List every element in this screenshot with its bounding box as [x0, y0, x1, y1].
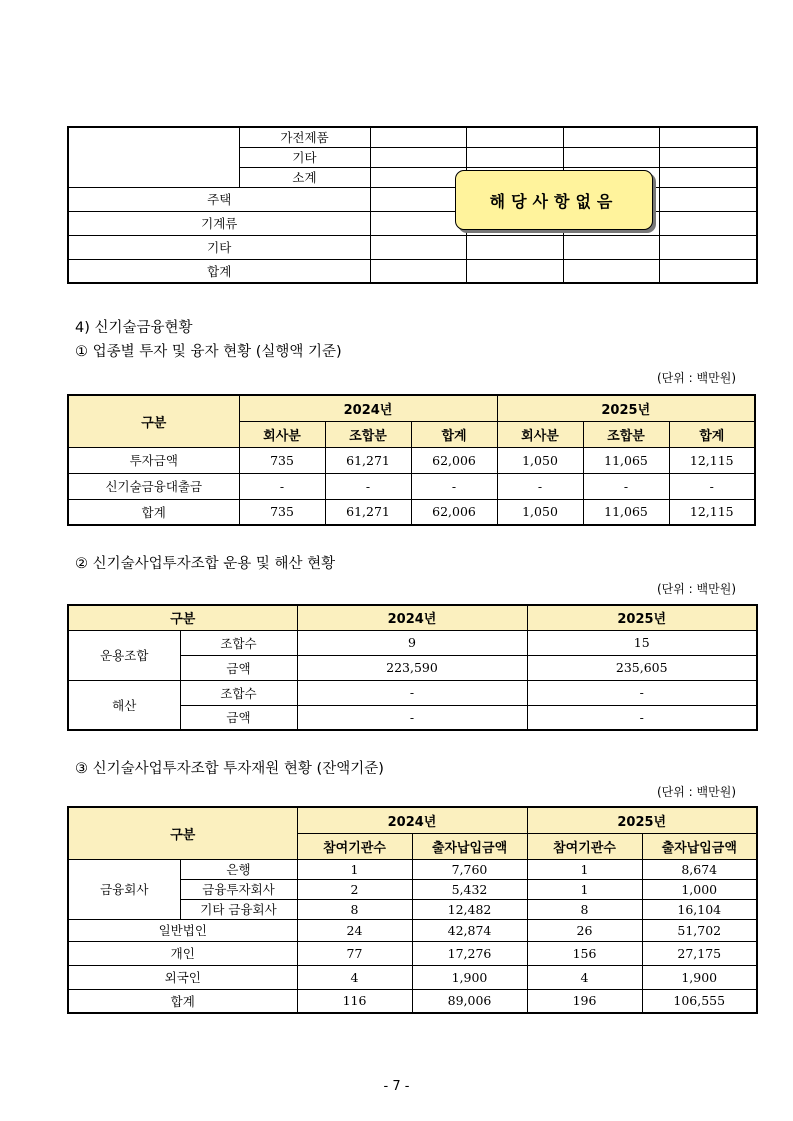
row-label: 합계 — [68, 989, 297, 1013]
row-label: 조합수 — [180, 680, 297, 705]
top-row-label: 주택 — [68, 187, 370, 211]
cell: - — [297, 680, 527, 705]
fund-operation-table — [67, 604, 758, 731]
cell: 106,555 — [642, 989, 757, 1013]
subsection-title-2: ② 신기술사업투자조합 운용 및 해산 현황 — [75, 556, 336, 572]
cell: 27,175 — [642, 941, 757, 965]
cell: - — [297, 705, 527, 730]
subsection-title-3: ③ 신기술사업투자조합 투자재원 현황 (잔액기준) — [75, 761, 384, 777]
cell: 1,900 — [642, 965, 757, 989]
cell: 62,006 — [411, 447, 497, 473]
row-label: 개인 — [68, 941, 297, 965]
row-label: 투자금액 — [68, 447, 239, 473]
header-col: 회사분 — [497, 421, 583, 447]
cell: 223,590 — [297, 655, 527, 680]
table-row — [68, 989, 757, 1013]
top-row-label: 기계류 — [68, 211, 370, 235]
cell: - — [583, 473, 669, 499]
cell: 1 — [527, 879, 642, 899]
cell: - — [325, 473, 411, 499]
header-col: 회사분 — [239, 421, 325, 447]
cell: 26 — [527, 919, 642, 941]
cell: 1,900 — [412, 965, 527, 989]
cell: - — [239, 473, 325, 499]
unit-label-3: (단위 : 백만원) — [657, 785, 736, 799]
cell: - — [411, 473, 497, 499]
subsection-title-1: ① 업종별 투자 및 융자 현황 (실행액 기준) — [75, 344, 342, 360]
unit-label-1: (단위 : 백만원) — [657, 371, 736, 385]
top-row-label: 합계 — [68, 259, 370, 283]
cell: 51,702 — [642, 919, 757, 941]
cell: - — [669, 473, 755, 499]
cell: 16,104 — [642, 899, 757, 919]
table-row — [68, 447, 755, 473]
header-col: 참여기관수 — [527, 833, 642, 859]
unit-label-2: (단위 : 백만원) — [657, 582, 736, 596]
cell: 4 — [297, 965, 412, 989]
cell: 196 — [527, 989, 642, 1013]
row-label: 합계 — [68, 499, 239, 525]
cell: - — [527, 705, 757, 730]
header-col: 참여기관수 — [297, 833, 412, 859]
group-label: 해산 — [68, 680, 180, 730]
cell: 735 — [239, 499, 325, 525]
header-year-2024: 2024년 — [239, 395, 497, 421]
header-category: 구분 — [68, 807, 297, 859]
row-label: 신기술금융대출금 — [68, 473, 239, 499]
cell: 156 — [527, 941, 642, 965]
cell: 1,050 — [497, 447, 583, 473]
cell: 77 — [297, 941, 412, 965]
cell: 8,674 — [642, 859, 757, 879]
page-number: - 7 - — [383, 1079, 410, 1094]
group-label: 금융회사 — [68, 859, 180, 919]
header-col: 합계 — [669, 421, 755, 447]
top-row-label: 기타 — [239, 147, 370, 167]
cell: 8 — [297, 899, 412, 919]
table-row — [68, 473, 755, 499]
row-label: 일반법인 — [68, 919, 297, 941]
top-table-blank-cell — [68, 127, 239, 187]
investment-loan-table — [67, 394, 756, 526]
cell: 1 — [297, 859, 412, 879]
row-label: 은행 — [180, 859, 297, 879]
header-col: 출자납입금액 — [642, 833, 757, 859]
cell: 7,760 — [412, 859, 527, 879]
row-label: 금융투자회사 — [180, 879, 297, 899]
cell: 1,000 — [642, 879, 757, 899]
top-table — [67, 126, 758, 284]
cell: 4 — [527, 965, 642, 989]
top-row-label: 가전제품 — [239, 127, 370, 147]
cell: 15 — [527, 630, 757, 655]
cell: 2 — [297, 879, 412, 899]
row-label: 금액 — [180, 705, 297, 730]
cell: 24 — [297, 919, 412, 941]
cell: 12,482 — [412, 899, 527, 919]
header-col: 조합분 — [583, 421, 669, 447]
cell: 61,271 — [325, 499, 411, 525]
cell: - — [527, 680, 757, 705]
top-row-label: 소계 — [239, 167, 370, 187]
cell: 11,065 — [583, 499, 669, 525]
cell: 61,271 — [325, 447, 411, 473]
cell: 5,432 — [412, 879, 527, 899]
cell: 1 — [527, 859, 642, 879]
cell: 89,006 — [412, 989, 527, 1013]
cell: 62,006 — [411, 499, 497, 525]
table-row — [68, 499, 755, 525]
group-label: 운용조합 — [68, 630, 180, 680]
cell: 42,874 — [412, 919, 527, 941]
table-row — [68, 859, 757, 879]
header-year-2025: 2025년 — [527, 605, 757, 630]
cell: 9 — [297, 630, 527, 655]
header-year-2024: 2024년 — [297, 605, 527, 630]
table-row — [68, 630, 757, 655]
header-year-2024: 2024년 — [297, 807, 527, 833]
fund-source-table — [67, 806, 758, 1014]
table-row — [68, 941, 757, 965]
header-col: 조합분 — [325, 421, 411, 447]
section-title: 4) 신기술금융현황 — [75, 320, 193, 336]
header-category: 구분 — [68, 605, 297, 630]
table-row — [68, 680, 757, 705]
row-label: 조합수 — [180, 630, 297, 655]
cell: 116 — [297, 989, 412, 1013]
cell: 11,065 — [583, 447, 669, 473]
cell: - — [497, 473, 583, 499]
cell: 1,050 — [497, 499, 583, 525]
cell: 8 — [527, 899, 642, 919]
header-category: 구분 — [68, 395, 239, 447]
top-row-label: 기타 — [68, 235, 370, 259]
cell: 735 — [239, 447, 325, 473]
row-label: 기타 금융회사 — [180, 899, 297, 919]
table-row — [68, 919, 757, 941]
header-year-2025: 2025년 — [497, 395, 755, 421]
cell: 235,605 — [527, 655, 757, 680]
header-year-2025: 2025년 — [527, 807, 757, 833]
cell: 17,276 — [412, 941, 527, 965]
not-applicable-box: 해당사항없음 — [455, 170, 653, 230]
table-row — [68, 965, 757, 989]
header-col: 합계 — [411, 421, 497, 447]
cell: 12,115 — [669, 499, 755, 525]
row-label: 금액 — [180, 655, 297, 680]
row-label: 외국인 — [68, 965, 297, 989]
header-col: 출자납입금액 — [412, 833, 527, 859]
cell: 12,115 — [669, 447, 755, 473]
